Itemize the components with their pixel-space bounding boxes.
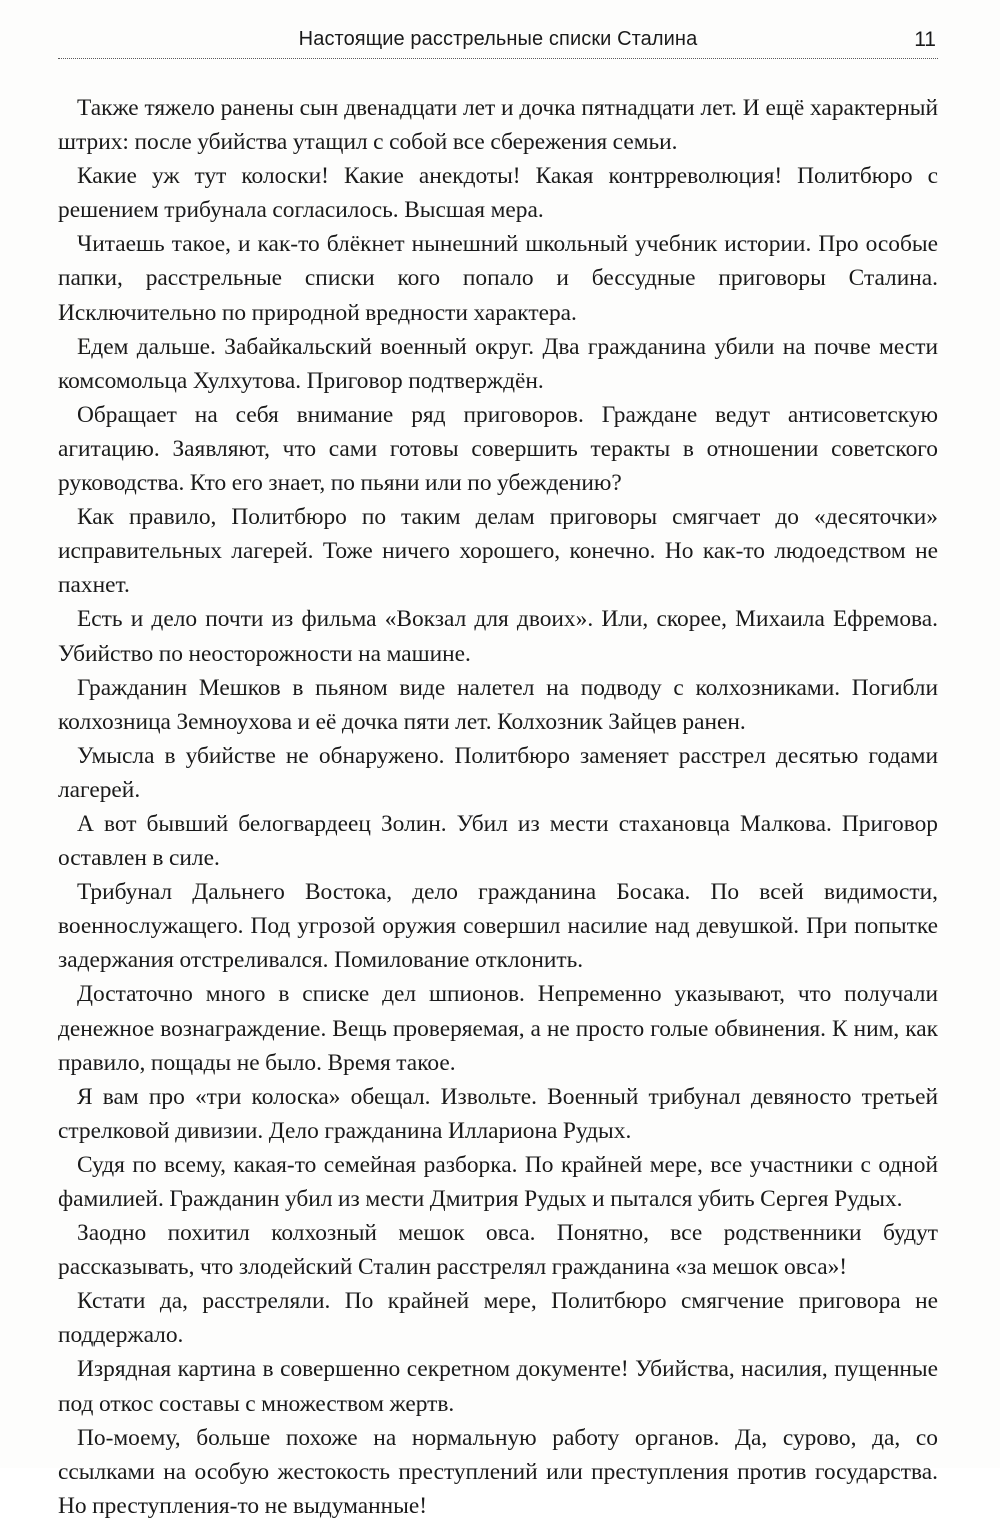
paragraph: Едем дальше. Забайкальский военный округ. Два гражданина убили на почве мести комсомольца Хулхутова. Приговор подтверждён. [58, 333, 938, 394]
paragraph: Умысла в убийстве не обнаружено. Политбюро заменяет расстрел десятью годами лагерей. [58, 742, 938, 803]
body-text [58, 91, 938, 1523]
paragraph: Читаешь такое, и как-то блёкнет нынешний школьный учебник истории. Про особые папки, расстрельные списки кого попало и бессудные приговоры Сталина. Исключительно по природной вредности характера. [58, 231, 938, 326]
paragraph: А вот бывший белогвардеец Золин. Убил из мести стахановца Малкова. Приговор оставлен в силе. [58, 810, 938, 872]
paragraph: Гражданин Мешков в пьяном виде налетел на подводу с колхозниками. Погибли колхозница Земноухова и её дочка пяти лет. Колхозник Зайцев ранен. [58, 674, 938, 735]
paragraph: Достаточно много в списке дел шпионов. Непременно указывают, что получали денежное вознаграждение. Вещь проверяемая, а не просто голые обвинения. К ним, как правило, пощады не было. Время такое. [58, 981, 938, 1076]
paragraph: Обращает на себя внимание ряд приговоров. Граждане ведут антисоветскую агитацию. Заявляют, что сами готовы совершить теракты в отношении советского руководства. Кто его знает, по пьяни или по убеждению? [58, 401, 938, 497]
running-title: Настоящие расстрельные списки Сталина [298, 28, 698, 50]
page-number: 11 [914, 28, 936, 51]
paragraph: По-моему, больше похоже на нормальную работу органов. Да, сурово, да, со ссылками на особую жестокость преступлений или преступления против государства. Но преступления-то не выдуманные! [58, 1424, 938, 1519]
paragraph: Трибунал Дальнего Востока, дело гражданина Босака. По всей видимости, военнослужащего. Под угрозой оружия совершил насилие над девушкой. При попытке задержания отстреливался. Помилование отклонить. [58, 879, 938, 974]
paragraph: Судя по всему, какая-то семейная разборка. По крайней мере, все участники с одной фамилией. Гражданин убил из мести Дмитрия Рудых и пытался убить Сергея Рудых. [58, 1151, 938, 1212]
paragraph: Заодно похитил колхозный мешок овса. Понятно, все родственники будут рассказывать, что злодейский Сталин расстрелял гражданина «за мешок овса»! [58, 1220, 938, 1281]
running-head [58, 24, 938, 59]
paragraph: Какие уж тут колоски! Какие анекдоты! Какая контрреволюция! Политбюро с решением трибунала согласилось. Высшая мера. [58, 163, 938, 224]
paragraph: Кстати да, расстреляли. По крайней мере, Политбюро смягчение приговора не поддержало. [58, 1288, 938, 1349]
paragraph: Изрядная картина в совершенно секретном документе! Убийства, насилия, пущенные под откос составы с множеством жертв. [58, 1356, 938, 1417]
paragraph: Я вам про «три колоска» обещал. Извольте. Военный трибунал девяносто третьей стрелковой дивизии. Дело гражданина Иллариона Рудых. [58, 1083, 938, 1144]
paragraph: Как правило, Политбюро по таким делам приговоры смягчает до «десяточки» исправительных лагерей. Тоже ничего хорошего, конечно. Но как-то людоедством не пахнет. [58, 504, 938, 599]
paragraph: Также тяжело ранены сын двенадцати лет и дочка пятнадцати лет. И ещё характерный штрих: после убийства утащил с собой все сбережения семьи. [58, 95, 938, 156]
paragraph: Есть и дело почти из фильма «Вокзал для двоих». Или, скорее, Михаила Ефремова. Убийство по неосторожности на машине. [58, 606, 938, 667]
